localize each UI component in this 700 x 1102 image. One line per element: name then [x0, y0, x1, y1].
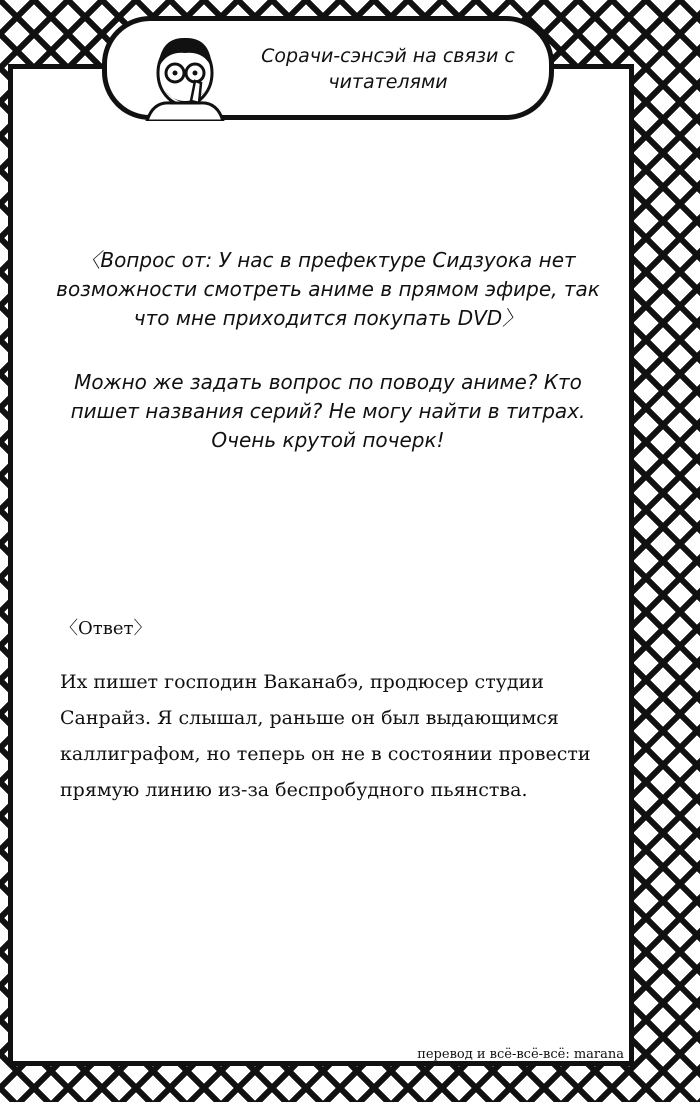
- translator-credit: перевод и всё-всё-всё: marana: [417, 1047, 624, 1062]
- question-from: 〈Вопрос от: У нас в префектуре Сидзуока нет возможности смотреть аниме в прямом эфире, так что мне приходится покупать DVD〉: [56, 248, 600, 330]
- content-panel: [8, 64, 634, 1066]
- author-portrait: [135, 29, 235, 121]
- banner-title: Сорачи-сэнсэй на связи с читателями: [261, 45, 515, 93]
- question-text: Можно же задать вопрос по поводу аниме? Кто пишет названия серий? Не могу найти в титрах. Очень крутой почерк!: [70, 370, 586, 452]
- answer-text: Их пишет господин Ваканабэ, продюсер студии Санрайз. Я слышал, раньше он был выдающимся каллиграфом, но теперь он не в состоянии провести прямую линию из-за беспробудного пьянства.: [60, 671, 591, 801]
- title-banner: [102, 16, 554, 120]
- answer-label: 〈Ответ〉: [60, 618, 152, 639]
